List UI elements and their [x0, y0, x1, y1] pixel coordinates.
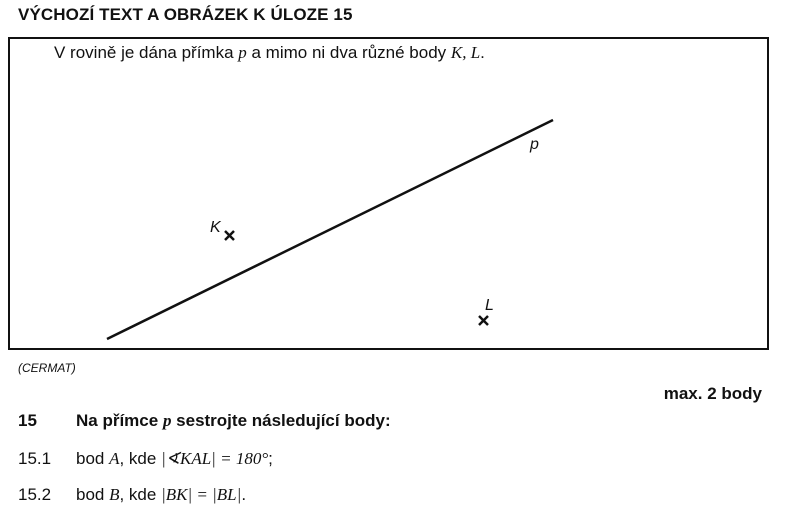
subtask-suffix: .: [241, 485, 247, 504]
task-text: [76, 411, 391, 431]
intro-middle: a mimo ni dva různé body: [246, 43, 451, 62]
line-p-label: p: [530, 136, 539, 153]
task-text-suffix: sestrojte následující body:: [171, 411, 391, 430]
intro-line-name: p: [238, 43, 247, 62]
exercise-heading: VÝCHOZÍ TEXT A OBRÁZEK K ÚLOZE 15: [18, 5, 353, 24]
subtask-text: [76, 485, 246, 505]
figure-box: [8, 37, 769, 350]
subtask-prefix: bod: [76, 485, 110, 504]
subtask-number: 15.2: [18, 485, 52, 504]
point-l-label: L: [485, 297, 494, 314]
subtask-text: [76, 449, 273, 469]
max-points: max. 2 body: [663, 384, 762, 403]
subtask-expr: |∢KAL| = 180°: [161, 449, 269, 468]
intro-suffix: .: [480, 43, 485, 62]
intro-points: K, L: [450, 43, 481, 62]
point-l-marker: [479, 316, 488, 325]
source-credit: (CERMAT): [18, 361, 76, 375]
geometry-figure: [10, 39, 767, 348]
subtask-prefix: bod: [76, 449, 110, 468]
subtask-number: 15.1: [18, 449, 52, 468]
subtask-mid: , kde: [119, 485, 162, 504]
subtask-var: B: [109, 485, 120, 504]
intro-prefix: V rovině je dána přímka: [54, 43, 239, 62]
subtask-mid: , kde: [119, 449, 162, 468]
subtask-expr: |BK| = |BL|: [161, 485, 242, 504]
point-k-marker: [225, 231, 234, 240]
subtask-suffix: ;: [268, 449, 273, 468]
task-number: 15: [18, 411, 37, 430]
task-text-prefix: Na přímce: [76, 411, 163, 430]
task-text-var: p: [162, 411, 172, 430]
subtask-var: A: [109, 449, 120, 468]
point-k-label: K: [210, 219, 221, 236]
